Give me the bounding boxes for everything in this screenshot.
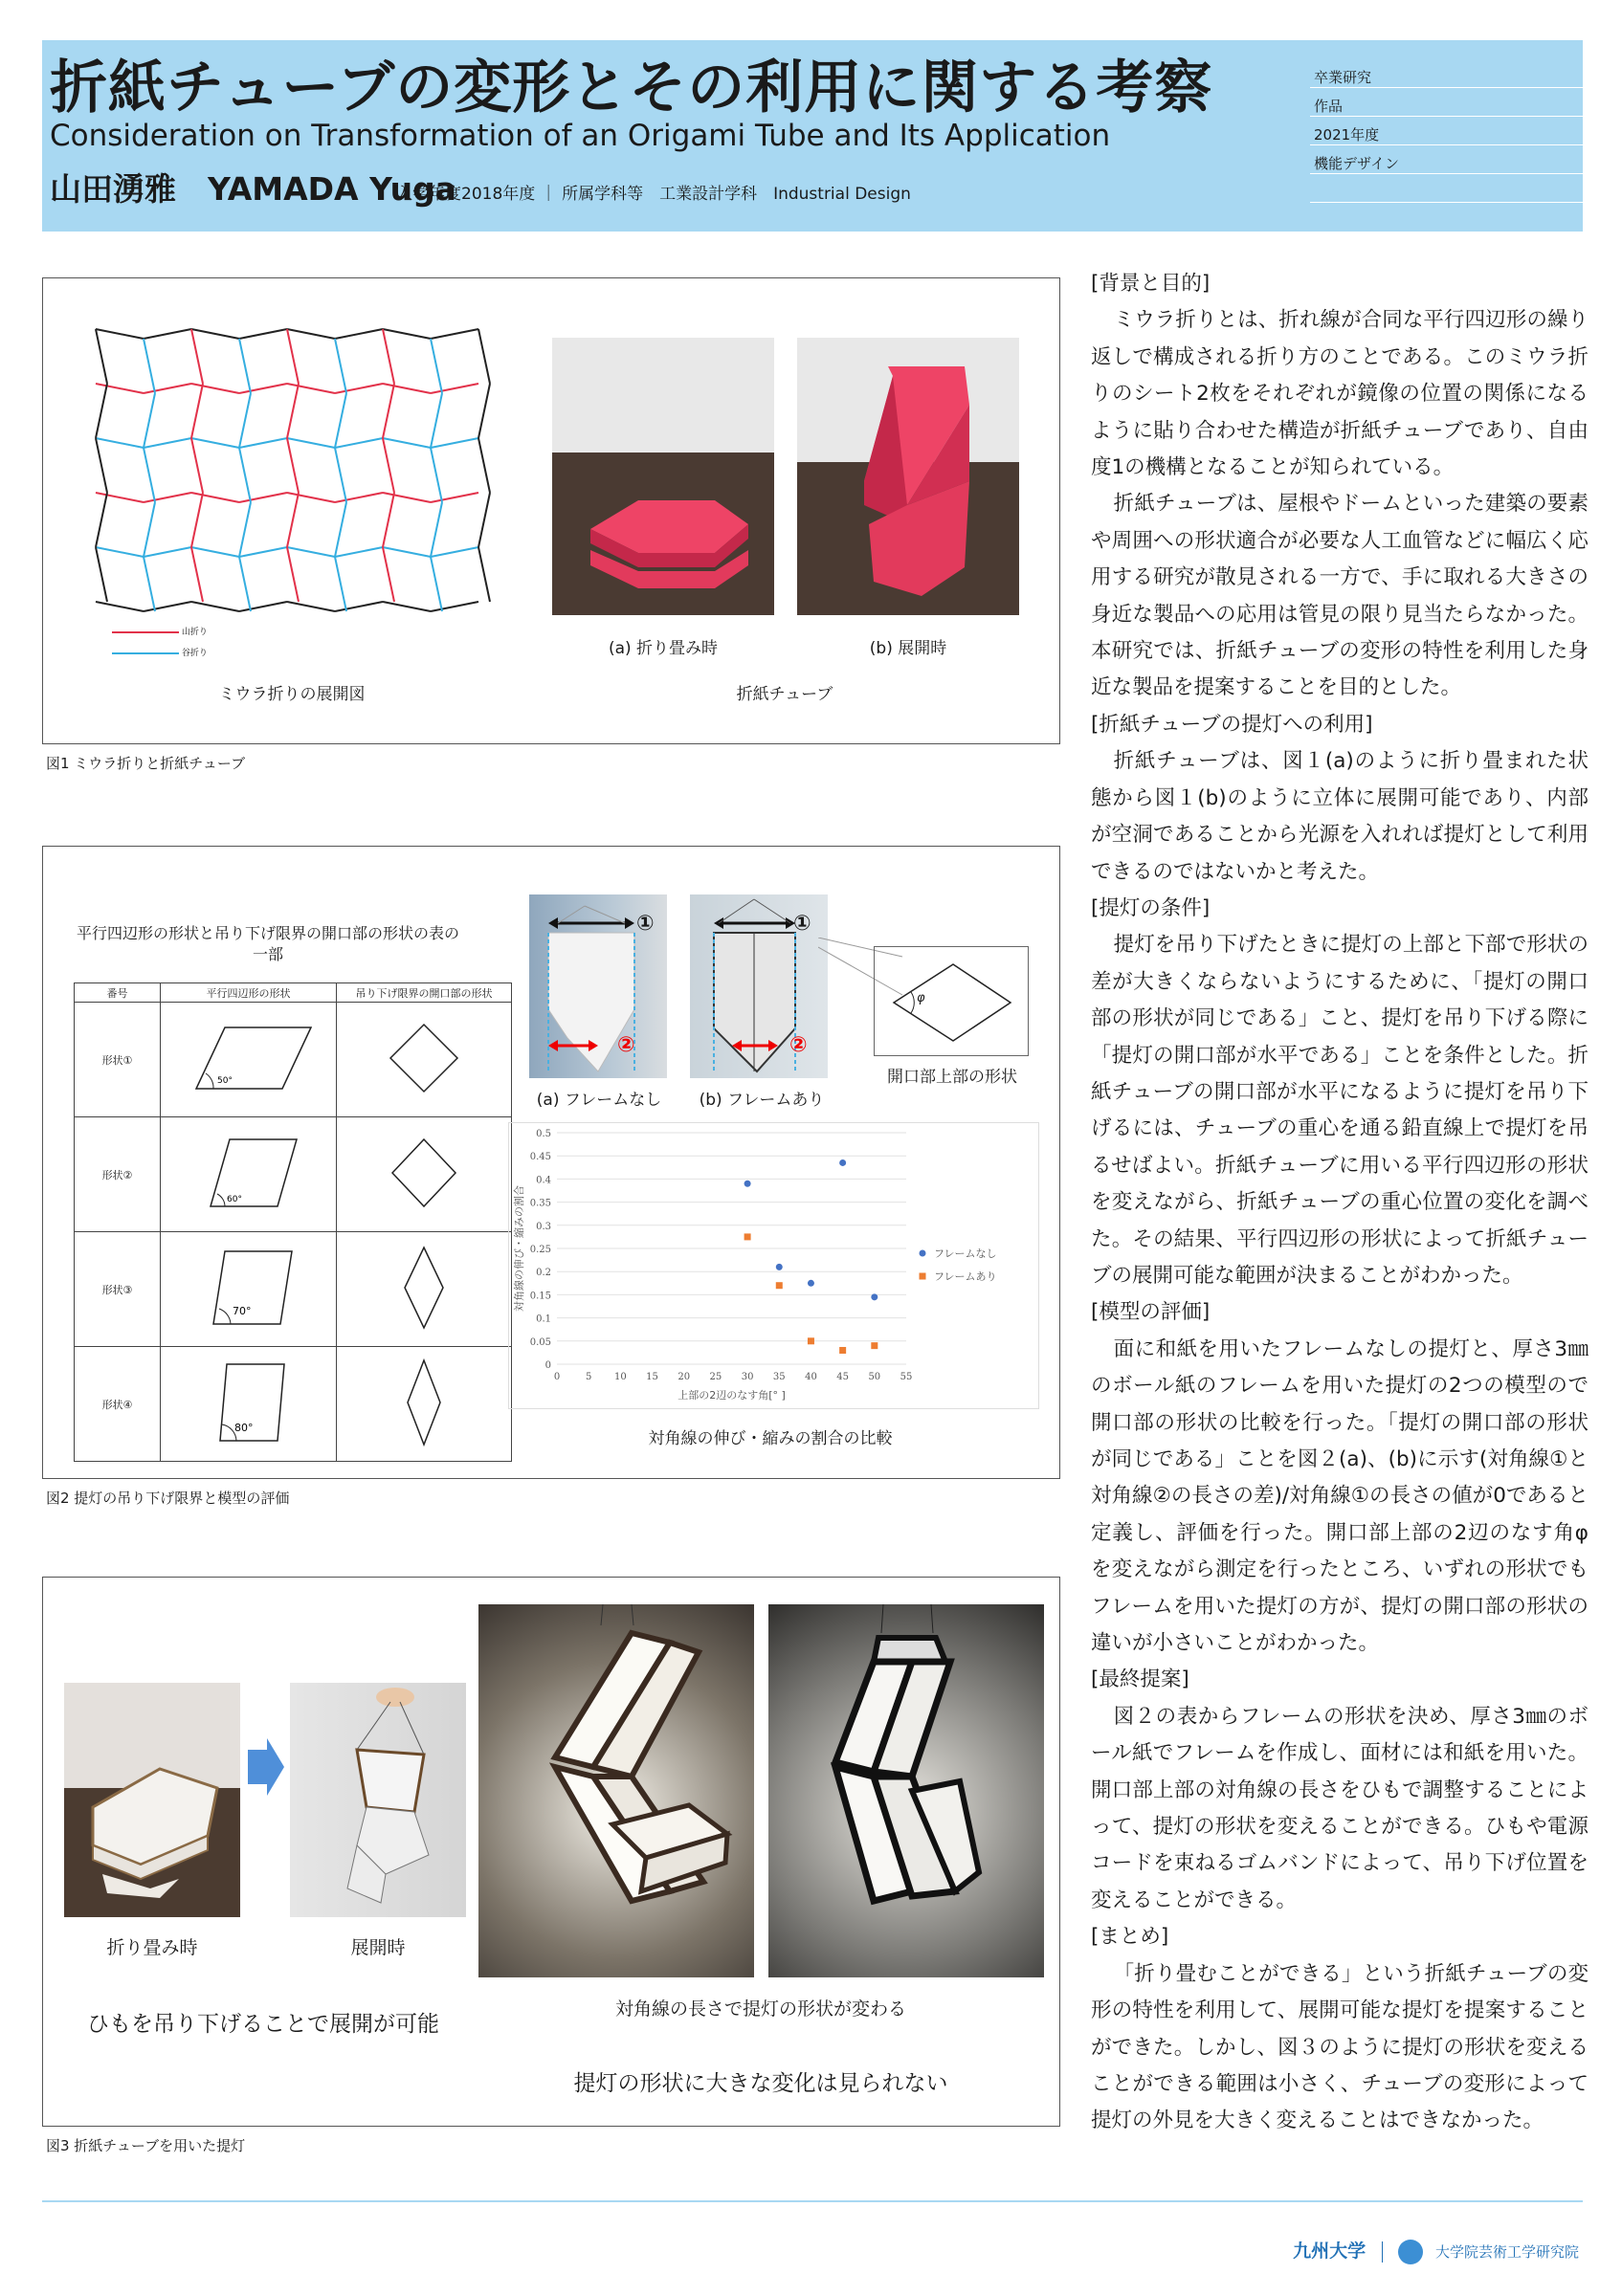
crease-line [96, 384, 107, 438]
legend-mountain [112, 625, 208, 637]
crease-line [96, 493, 107, 547]
data-point [776, 1282, 783, 1289]
crease-line [144, 339, 155, 393]
opening-detail-box [874, 946, 1029, 1056]
crease-line [239, 438, 287, 448]
crease-line [191, 493, 239, 502]
crease-line [431, 448, 442, 502]
data-point [776, 1264, 783, 1270]
crease-line [431, 339, 442, 393]
crease-line [383, 329, 431, 339]
x-tick-label: 30 [741, 1372, 754, 1382]
photo-tube-folded [552, 338, 774, 615]
lit-lantern-1-illustration [478, 1604, 754, 1977]
paragraph: 折紙チューブは、図１(a)のように折り畳まれた状態から図１(b)のように立体に展開可能であり、内部が空洞であることから光源を入れれば提灯として利用できるのではないかと考えた。 [1091, 749, 1589, 884]
crease-line [191, 329, 203, 384]
note-center: 対角線の長さで提灯の形状が変わる [614, 1998, 906, 2020]
folded-tube-illustration [552, 338, 774, 615]
angle-label: 60° [226, 1195, 242, 1204]
y-tick-label: 0.3 [536, 1221, 551, 1232]
deployed-lantern-illustration [290, 1683, 466, 1917]
section-heading: [背景と目的] [1091, 272, 1211, 296]
lit-lantern-2-illustration [768, 1604, 1044, 1977]
parallelogram-shape [167, 1010, 330, 1106]
crease-line [239, 329, 287, 339]
crease-line [431, 557, 442, 611]
crease-line [383, 329, 394, 384]
x-tick-label: 55 [900, 1372, 913, 1382]
crease-line [144, 602, 191, 611]
opening-cell [337, 1003, 512, 1117]
data-point [744, 1181, 751, 1187]
crease-line [96, 602, 144, 611]
crease-line [191, 329, 239, 339]
crease-line [144, 393, 155, 448]
crease-line [335, 602, 383, 611]
chart-label: 対角線の伸び・縮みの割合の比較 [648, 1429, 893, 1448]
crease-line [383, 384, 394, 438]
photo-lantern-deployed [290, 1683, 466, 1917]
crease-line [478, 493, 490, 547]
section-heading: [模型の評価] [1091, 1300, 1211, 1325]
x-tick-label: 35 [772, 1372, 786, 1382]
crease-line [96, 438, 107, 493]
opening-cell [337, 1347, 512, 1462]
label-folded: 折り畳み時 [106, 1937, 198, 1958]
legend-label: フレームなし [934, 1247, 997, 1260]
photo-no-frame [529, 894, 667, 1078]
crease-line [191, 384, 203, 438]
photo-lantern-folded [64, 1683, 240, 1917]
table-header: 番号 [75, 983, 161, 1003]
marker-diagonal-1: ① [636, 912, 655, 936]
figure2-panel [42, 846, 1060, 1479]
opening-shape [352, 1240, 496, 1336]
figure1-panel [42, 277, 1060, 744]
crease-line [335, 547, 383, 557]
data-point [839, 1159, 846, 1166]
body-text-column [1091, 266, 1589, 2140]
paragraph: 面に和紙を用いたフレームなしの提灯と、厚さ3㎜のボール紙のフレームを用いた提灯の2つの模型ので開口部の形状の比較を行った。「提灯の開口部の形状が同じである」ことを図２(a)、(b)に示す(対角線①と対角線②の長さの差)/対角線①の長さの値が0であると定義し、評価を行った。開口部上部の2辺のなす角φを変えながら測定を行ったところ、いずれの形状でもフレームを用いた提灯の方が、提灯の開口部の形状の違いが小さいことがわかった。 [1091, 1336, 1589, 1656]
crease-line [383, 602, 431, 611]
paragraph: 図２の表からフレームの形状を決め、厚さ3㎜のボール紙でフレームを作成し、面材には和紙を用いた。開口部上部の対角線の長さをひもで調整することによって、提灯の形状を変えることができる。ひもや電源コードを束ねるゴムバンドによって、吊り下げ位置を変えることができる。 [1091, 1704, 1589, 1912]
crease-line [96, 438, 144, 448]
y-tick-label: 0.1 [536, 1314, 551, 1325]
crease-line [287, 438, 299, 493]
crease-pattern-label: ミウラ折りの展開図 [218, 685, 366, 704]
crease-line [144, 384, 191, 393]
parallelogram-shape [167, 1355, 330, 1450]
figure1-caption: 図1 ミウラ折りと折紙チューブ [46, 755, 246, 772]
table-header: 平行四辺形の形状 [161, 983, 337, 1003]
y-axis-label: 対角線の伸び・縮みの割合 [513, 1185, 525, 1312]
opening-cell [337, 1232, 512, 1347]
footer-separator [1382, 2241, 1383, 2263]
legend-marker [920, 1250, 926, 1257]
opening-cell [337, 1117, 512, 1232]
crease-line [239, 502, 251, 557]
folded-lantern-illustration [64, 1683, 240, 1917]
data-point [839, 1347, 846, 1354]
crease-line [191, 438, 239, 448]
shape-name: 形状③ [75, 1232, 161, 1347]
section-heading: [最終提案] [1091, 1667, 1189, 1692]
crease-line [383, 493, 431, 502]
crease-line [431, 493, 478, 502]
table-row [75, 1232, 512, 1347]
crease-line [239, 339, 251, 393]
crease-line [335, 557, 346, 611]
crease-line [335, 339, 346, 393]
data-point [808, 1280, 814, 1287]
opening-shape [352, 1010, 496, 1106]
photo-with-frame-label: (b) フレームあり [699, 1091, 825, 1110]
crease-line [191, 602, 239, 611]
crease-line [287, 493, 299, 547]
tube-label: 折紙チューブ [736, 685, 833, 704]
opening-shape [352, 1355, 496, 1450]
angle-label: 50° [216, 1076, 233, 1086]
figure2-caption: 図2 提灯の吊り下げ限界と模型の評価 [46, 1490, 290, 1507]
paragraph: 提灯を吊り下げたときに提灯の上部と下部で形状の差が大きくならないようにするために、「提灯の開口部の形状が同じである」こと、提灯を吊り下げる際に「提灯の開口部が水平である」ことを条件とした。折紙チューブの開口部が水平になるように提灯を吊り下げるには、チューブの重心を通る鉛直線上で提灯を吊るせばよい。折紙チューブに用いる平行四辺形の形状を変えながら、折紙チューブの重心位置の変化を調べた。その結果、平行四辺形の形状によって折紙チューブの展開可能な範囲が決まることがわかった。 [1091, 933, 1589, 1288]
crease-line [239, 384, 287, 393]
crease-line [144, 547, 191, 557]
legend-marker [920, 1273, 926, 1280]
x-axis-label: 上部の2辺のなす角[° ] [678, 1389, 786, 1402]
crease-line [191, 547, 239, 557]
data-point [871, 1293, 878, 1300]
x-tick-label: 25 [709, 1372, 722, 1382]
crease-line [144, 557, 155, 611]
footer-logo [1293, 2237, 1579, 2264]
crease-line [96, 329, 144, 339]
crease-line [431, 602, 478, 611]
y-tick-label: 0.5 [536, 1129, 551, 1139]
legend-valley-label: 谷折り [181, 649, 208, 658]
table-row [75, 1347, 512, 1462]
note-bottom: 提灯の形状に大きな変化は見られない [573, 2071, 948, 2096]
y-tick-label: 0.15 [529, 1291, 551, 1302]
x-tick-label: 15 [646, 1372, 658, 1382]
opening-diamond [875, 947, 1030, 1057]
note-left: ひもを吊り下げることで展開が可能 [87, 2012, 439, 2037]
crease-line [144, 438, 191, 448]
info-line [1310, 174, 1583, 203]
photo-a-label: (a) 折り畳み時 [608, 639, 719, 658]
author-name: 山田湧雅 YAMADA Yuga [50, 170, 456, 208]
crease-line [335, 493, 383, 502]
crease-line [191, 493, 203, 547]
y-tick-label: 0 [544, 1360, 551, 1371]
photo-b-label: (b) 展開時 [869, 639, 947, 658]
photo-lantern-lit-1 [478, 1604, 754, 1977]
shape-name: 形状② [75, 1117, 161, 1232]
crease-line [144, 502, 155, 557]
legend-mountain-label: 山折り [181, 628, 208, 637]
crease-line [335, 384, 383, 393]
crease-line [191, 384, 239, 393]
crease-line [431, 502, 442, 557]
footer-rule [42, 2200, 1583, 2202]
photo-no-frame-label: (a) フレームなし [536, 1091, 662, 1110]
table-row [75, 1117, 512, 1232]
school-logo-icon [1398, 2240, 1423, 2264]
crease-line [287, 438, 335, 448]
x-tick-label: 0 [553, 1372, 561, 1382]
parallelogram-cell [161, 1117, 337, 1232]
header-info-list [1310, 59, 1583, 203]
label-deployed: 展開時 [350, 1937, 406, 1958]
crease-line [96, 493, 144, 502]
crease-line [478, 384, 490, 438]
author-meta: 入学年度2018年度 ｜ 所属学科等 工業設計学科 Industrial Design [396, 185, 911, 204]
crease-line [239, 448, 251, 502]
legend-valley [112, 646, 208, 658]
legend-label: フレームあり [934, 1270, 997, 1283]
crease-line [96, 384, 144, 393]
paragraph: 折紙チューブは、屋根やドームといった建築の要素や周囲への形状適合が必要な人工血管などに幅広く応用する研究が散見される一方で、手に取れる大きさの身近な製品への応用は管見の限り見当たらなかった。本研究では、折紙チューブの変形の特性を利用した身近な製品を提案することを目的とした。 [1091, 492, 1589, 700]
opening-label: 開口部上部の形状 [887, 1068, 1017, 1087]
section-heading: [提灯の条件] [1091, 895, 1211, 920]
info-line: 作品 [1310, 88, 1583, 117]
angle-label: 80° [233, 1422, 253, 1434]
crease-line [96, 547, 144, 557]
crease-line [335, 448, 346, 502]
crease-line [191, 438, 203, 493]
school-name: 大学院芸術工学研究院 [1434, 2243, 1579, 2261]
crease-line [287, 547, 299, 602]
marker-diagonal-2: ② [789, 1033, 808, 1057]
data-point [871, 1342, 878, 1349]
crease-line [335, 438, 383, 448]
info-line: 機能デザイン [1310, 145, 1583, 174]
title-japanese: 折紙チューブの変形とその利用に関する考察 [50, 55, 1213, 121]
crease-line [239, 393, 251, 448]
parallelogram-cell [161, 1232, 337, 1347]
table-row [75, 1003, 512, 1117]
crease-line [478, 547, 490, 602]
paragraph: 「折り畳むことができる」という折紙チューブの変形の特性を利用して、展開可能な提灯を提案することができた。しかし、図３のように提灯の形状を変えることができる範囲は小さく、チューブの変形によって提灯の外見を大きく変えることはできなかった。 [1091, 1961, 1589, 2133]
info-line: 2021年度 [1310, 117, 1583, 145]
marker-diagonal-2: ② [617, 1033, 635, 1057]
y-tick-label: 0.4 [536, 1175, 551, 1186]
data-point [808, 1337, 814, 1344]
x-tick-label: 10 [613, 1372, 627, 1382]
y-tick-label: 0.05 [529, 1336, 551, 1348]
parallelogram-shape [167, 1240, 330, 1336]
crease-line [431, 438, 478, 448]
crease-line [478, 438, 490, 493]
crease-line [431, 393, 442, 448]
info-line: 卒業研究 [1310, 59, 1583, 88]
marker-diagonal-1: ① [793, 912, 811, 936]
x-tick-label: 40 [805, 1372, 817, 1382]
crease-line [239, 547, 287, 557]
photo-with-frame [690, 894, 828, 1078]
crease-line [431, 547, 478, 557]
crease-line [383, 438, 394, 493]
crease-line [335, 502, 346, 557]
crease-line [191, 547, 203, 602]
y-tick-label: 0.2 [536, 1268, 551, 1279]
crease-line [239, 602, 287, 611]
crease-line [96, 547, 107, 602]
section-heading: [折紙チューブの提灯への利用] [1091, 712, 1373, 737]
y-tick-label: 0.35 [529, 1198, 551, 1209]
crease-line [239, 493, 287, 502]
crease-line [287, 547, 335, 557]
crease-line [383, 384, 431, 393]
scatter-chart [509, 1123, 1040, 1410]
x-tick-label: 20 [678, 1372, 691, 1382]
title-english: Consideration on Transformation of an Origami Tube and Its Application [50, 119, 1111, 153]
crease-line [335, 393, 346, 448]
crease-line [383, 493, 394, 547]
crease-line [287, 602, 335, 611]
photo-lantern-lit-2 [768, 1604, 1044, 1977]
crease-line [287, 493, 335, 502]
figure3-panel [42, 1577, 1060, 2127]
crease-line [96, 329, 107, 384]
crease-line [478, 329, 490, 384]
crease-line [383, 547, 394, 602]
section-heading: [まとめ] [1091, 1925, 1169, 1950]
y-tick-label: 0.25 [529, 1245, 551, 1255]
crease-line [431, 329, 478, 339]
y-tick-label: 0.45 [529, 1152, 551, 1163]
crease-line [287, 384, 335, 393]
shape-name: 形状④ [75, 1347, 161, 1462]
header-banner [42, 40, 1583, 232]
table-title: 平行四辺形の形状と吊り下げ限界の開口部の形状の表の一部 [77, 924, 460, 963]
photo-tube-deployed [797, 338, 1019, 615]
crease-line [144, 493, 191, 502]
shape-table [74, 982, 512, 1462]
paragraph: ミウラ折りとは、折れ線が合同な平行四辺形の繰り返しで構成される折り方のことである。このミウラ折りのシート2枚をそれぞれが鏡像の位置の関係になるように貼り合わせた構造が折紙チューブであり、自由度1の機構となることが知られている。 [1091, 308, 1589, 480]
parallelogram-cell [161, 1003, 337, 1117]
x-tick-label: 45 [836, 1372, 850, 1382]
crease-line [431, 384, 478, 393]
crease-line [144, 329, 191, 339]
opening-shape [352, 1125, 496, 1221]
data-point [744, 1233, 751, 1240]
crease-line [383, 438, 431, 448]
crease-line [383, 547, 431, 557]
chart-frame [508, 1122, 1039, 1409]
parallelogram-shape [167, 1125, 330, 1221]
miura-crease-pattern [81, 321, 493, 613]
figure3-caption: 図3 折紙チューブを用いた提灯 [46, 2137, 246, 2154]
crease-line [239, 557, 251, 611]
crease-line [287, 384, 299, 438]
table-header: 吊り下げ限界の開口部の形状 [337, 983, 512, 1003]
shape-name: 形状① [75, 1003, 161, 1117]
crease-line [287, 329, 335, 339]
crease-line [144, 448, 155, 502]
parallelogram-cell [161, 1347, 337, 1462]
deployed-tube-illustration [797, 338, 1019, 615]
angle-label: 70° [232, 1305, 251, 1317]
phi-symbol: φ [917, 991, 925, 1005]
x-tick-label: 50 [868, 1372, 881, 1382]
arrow-right-icon [248, 1738, 286, 1796]
crease-line [335, 329, 383, 339]
x-tick-label: 5 [585, 1372, 592, 1382]
crease-line [287, 329, 299, 384]
university-name: 九州大学 [1293, 2241, 1366, 2262]
